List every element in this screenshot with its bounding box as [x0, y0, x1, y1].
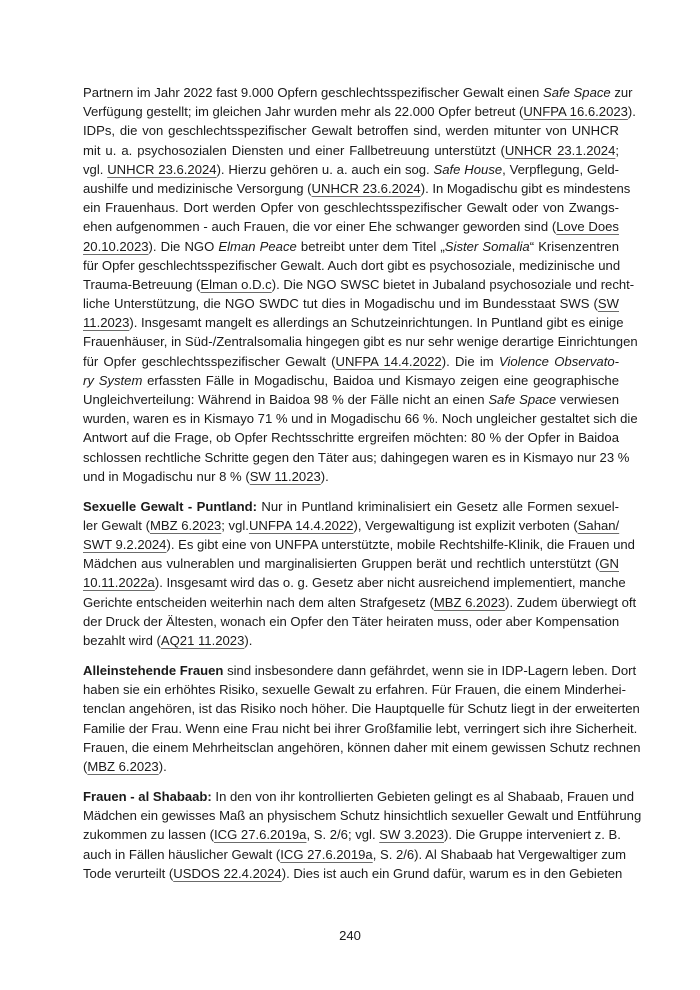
- text-segment: aushilfe und medizinische Versorgung (: [83, 180, 312, 196]
- text-segment: (: [83, 758, 88, 774]
- text-segment: betreibt unter dem Titel „: [296, 238, 445, 254]
- text-line: [83, 313, 624, 332]
- text-line: [83, 428, 619, 447]
- text-segment: ). Die Gruppe interveniert z. B.: [444, 827, 621, 843]
- text-segment: Partnern im Jahr 2022 fast 9.000 Opfern geschlechtsspezifischer Gewalt einen: [83, 85, 543, 100]
- text-segment: für Opfer geschlechtsspezifischer Gewalt (: [83, 353, 336, 369]
- text-segment: In den von ihr kontrollierten Gebieten gelingt es al Shabaab, Frauen und: [211, 788, 634, 804]
- text-line: [83, 467, 619, 486]
- text-line: [83, 179, 631, 198]
- document-body: [83, 83, 642, 894]
- citation-link[interactable]: Elman o.D.c: [200, 276, 272, 292]
- paragraph: [83, 787, 642, 883]
- text-line: [83, 352, 619, 371]
- text-line: [83, 294, 619, 313]
- text-line: [83, 516, 619, 535]
- citation-link[interactable]: UNHCR 23.1.2024: [504, 142, 616, 158]
- page-number: 240: [339, 928, 361, 943]
- text-segment: Frauenhäuser, in Süd-/Zentralsomalia hingegen gibt es nur sehr wenige derartige Einrichtungen: [83, 334, 638, 350]
- text-line: [83, 275, 635, 294]
- italic-text: ry System: [83, 372, 143, 388]
- text-line: [83, 198, 619, 217]
- text-segment: ). In Mogadischu gibt es mindestens: [420, 180, 631, 196]
- text-segment: ).: [627, 104, 636, 120]
- text-line: [83, 757, 619, 776]
- citation-link[interactable]: UNHCR 23.6.2024: [311, 180, 421, 196]
- text-segment: ). Die im: [441, 353, 499, 369]
- text-segment: für Opfer geschlechtsspezifischer Gewalt. Auch dort gibt es psychosoziale, medizinische und: [83, 257, 621, 273]
- text-segment: ler Gewalt (: [83, 517, 150, 533]
- text-line: [83, 787, 634, 806]
- text-line: [83, 160, 619, 179]
- text-segment: ). Insgesamt wird das o. g. Gesetz aber nicht ausreichend implementiert, manche: [154, 575, 626, 591]
- text-line: [83, 612, 619, 631]
- citation-link[interactable]: ICG 27.6.2019a: [214, 827, 307, 843]
- paragraph: [83, 83, 638, 486]
- citation-link[interactable]: SWT 9.2.2024: [83, 537, 167, 553]
- citation-link[interactable]: 11.2023: [83, 315, 130, 331]
- text-segment: zur: [610, 85, 633, 100]
- text-line: [83, 845, 626, 864]
- citation-link[interactable]: UNFPA 14.4.2022: [248, 517, 354, 533]
- text-segment: , S. 2/6; vgl.: [306, 827, 380, 843]
- text-segment: ; vgl.: [221, 517, 249, 533]
- citation-link[interactable]: Love Does: [556, 219, 619, 235]
- citation-link[interactable]: 20.10.2023: [83, 238, 149, 254]
- italic-text: Safe Space: [542, 85, 611, 100]
- text-segment: ). Dies ist auch ein Grund dafür, warum es in den Gebieten: [281, 865, 623, 881]
- text-segment: Tode verurteilt (: [83, 865, 174, 881]
- text-line: [83, 497, 619, 516]
- citation-link[interactable]: MBZ 6.2023: [87, 758, 159, 774]
- text-segment: vgl.: [83, 161, 108, 177]
- text-segment: mit u. a. psychosozialen Diensten und einer Fallbetreuung unterstützt (: [83, 142, 505, 158]
- text-segment: IDPs, die von geschlechtsspezifischer Gewalt betroffen sind, werden mitunter von UNHCR: [83, 123, 619, 139]
- text-line: [83, 573, 626, 592]
- text-segment: Gerichte entscheiden weiterhin nach dem alten Strafgesetz (: [83, 594, 434, 610]
- text-segment: ), Vergewaltigung ist explizit verboten (: [353, 517, 578, 533]
- text-segment: auch in Fällen häuslicher Gewalt (: [83, 846, 281, 862]
- citation-link[interactable]: UNHCR 23.6.2024: [107, 161, 217, 177]
- text-line: [83, 825, 619, 844]
- citation-link[interactable]: USDOS 22.4.2024: [173, 865, 282, 881]
- text-segment: , S. 2/6). Al Shabaab hat Vergewaltiger zum: [372, 846, 626, 862]
- bold-heading: Sexuelle Gewalt - Puntland:: [83, 498, 257, 514]
- text-segment: Mädchen ein gewisses Maß an physischem Schutz hinsichtlich sexueller Gewalt und Entführung: [83, 808, 642, 824]
- text-segment: ). Die NGO SWSC bietet in Jubaland psychosoziale und recht-: [271, 276, 635, 292]
- text-segment: ). Die NGO: [148, 238, 219, 254]
- text-line: [83, 631, 619, 650]
- bold-heading: Alleinstehende Frauen: [83, 663, 224, 679]
- text-segment: Familie der Frau. Wenn eine Frau nicht bei ihrer Großfamilie lebt, verringert sich ihre Sicherheit.: [83, 720, 638, 736]
- text-segment: ). Es gibt eine von UNFPA unterstützte, mobile Rechtshilfe-Klinik, die Frauen und: [166, 537, 635, 553]
- text-segment: haben sie ein erhöhtes Risiko, sexuelle Gewalt zu erfahren. Für Frauen, die einem Minderhei-: [83, 682, 626, 698]
- citation-link[interactable]: ICG 27.6.2019a: [280, 846, 373, 862]
- text-segment: Nur in Puntland kriminalisiert ein Gesetz alle Formen sexuel-: [257, 498, 619, 514]
- text-segment: Frauen, die einem Mehrheitsclan angehören, können daher mit einem gewissen Schutz rechnen: [83, 739, 641, 755]
- citation-link[interactable]: MBZ 6.2023: [149, 517, 222, 533]
- text-line: [83, 593, 637, 612]
- text-segment: ). Hierzu gehören u. a. auch ein sog.: [216, 161, 434, 177]
- text-segment: schlossen rechtliche Schritte gegen den Täter aus; dahingegen waren es in Kismayo nur 23 %: [83, 449, 630, 465]
- citation-link[interactable]: AQ21 11.2023: [160, 633, 245, 649]
- citation-link[interactable]: Sahan/: [577, 517, 620, 533]
- text-segment: zukommen zu lassen (: [83, 827, 214, 843]
- text-segment: ein Frauenhaus. Dort werden Opfer von geschlechtsspezifischer Gewalt oder von Zwangs-: [83, 200, 619, 216]
- text-segment: erfassten Fälle in Mogadischu, Baidoa und Kismayo zeigen eine geographische: [142, 372, 619, 388]
- italic-text: Safe House: [433, 161, 503, 177]
- text-segment: “ Krisenzentren: [529, 238, 619, 254]
- citation-link[interactable]: UNFPA 14.4.2022: [335, 353, 442, 369]
- citation-link[interactable]: SW 11.2023: [249, 468, 321, 484]
- text-line: [83, 864, 623, 883]
- text-segment: ).: [244, 633, 253, 649]
- text-segment: Verfügung gestellt; im gleichen Jahr wurden mehr als 22.000 Opfer betreut (: [83, 104, 524, 120]
- text-line: [83, 256, 619, 275]
- text-segment: ;: [615, 142, 619, 158]
- text-segment: ). Zudem überwiegt oft: [505, 594, 637, 610]
- text-segment: Ungleichverteilung: Während in Baidoa 98 % der Fälle nicht an einen: [83, 392, 489, 407]
- text-line: [83, 661, 637, 680]
- text-line: [83, 409, 638, 428]
- text-segment: Trauma-Betreuung (: [83, 276, 201, 292]
- citation-link[interactable]: SW: [597, 296, 619, 312]
- text-line: [83, 535, 635, 554]
- italic-text: Elman Peace: [218, 238, 297, 254]
- text-line: [83, 217, 619, 236]
- text-segment: bezahlt wird (: [83, 633, 161, 649]
- citation-link[interactable]: SW 3.2023: [379, 827, 445, 843]
- text-line: [83, 121, 619, 140]
- paragraph: [83, 497, 637, 651]
- text-line: [83, 719, 638, 738]
- italic-text: Sister Somalia: [444, 238, 530, 254]
- italic-text: Safe Space: [488, 392, 557, 407]
- text-segment: der Druck der Ältesten, wonach ein Opfer den Täter heiraten muss, oder aber Kompensation: [83, 613, 620, 629]
- text-segment: ). Insgesamt mangelt es allerdings an Schutzeinrichtungen. In Puntland gibt es einige: [129, 315, 624, 331]
- text-line: [83, 83, 633, 102]
- text-segment: Mädchen aus vulnerablen und marginalisierten Gruppen berät und rechtlich unterstützt (: [83, 556, 600, 572]
- text-segment: verwiesen: [556, 392, 619, 407]
- citation-link[interactable]: UNFPA 16.6.2023: [523, 104, 628, 120]
- text-segment: , Verpflegung, Geld-: [502, 161, 619, 177]
- text-line: [83, 738, 641, 757]
- citation-link[interactable]: 10.11.2022a: [83, 575, 155, 591]
- text-line: [83, 806, 642, 825]
- paragraph: [83, 661, 641, 776]
- bold-heading: Frauen - al Shabaab:: [83, 788, 212, 804]
- text-line: [83, 390, 619, 409]
- text-line: [83, 448, 630, 467]
- text-segment: ).: [320, 468, 329, 484]
- text-line: [83, 371, 619, 390]
- text-line: [83, 699, 640, 718]
- text-line: [83, 680, 626, 699]
- text-line: [83, 332, 638, 351]
- citation-link[interactable]: GN: [599, 556, 619, 572]
- text-segment: ehen aufgenommen - auch Frauen, die vor einer Ehe schwanger geworden sind (: [83, 219, 557, 235]
- text-segment: sind insbesondere dann gefährdet, wenn sie in IDP-Lagern leben. Dort: [223, 663, 637, 679]
- text-segment: und in Mogadischu nur 8 % (: [83, 468, 250, 484]
- italic-text: Violence Observato-: [498, 353, 619, 369]
- text-line: [83, 237, 619, 256]
- text-segment: wurden, waren es in Kismayo 71 % und in Mogadischu 66 %. Noch ungleicher gestaltet sich die: [83, 411, 638, 427]
- text-line: [83, 141, 619, 160]
- text-segment: liche Unterstützung, die NGO SWDC tut dies in Mogadischu und im Bundesstaat SWS (: [83, 296, 598, 312]
- text-segment: Antwort auf die Frage, ob Opfer Rechtsschritte ergreifen möchten: 80 % der Opfer in Baidoa: [83, 430, 619, 446]
- text-line: [83, 554, 619, 573]
- text-segment: tenclan angehören, ist das Risiko noch höher. Die Hauptquelle für Schutz liegt in der erweiterten: [83, 701, 640, 717]
- text-segment: ).: [158, 758, 167, 774]
- citation-link[interactable]: MBZ 6.2023: [433, 594, 506, 610]
- text-line: [83, 102, 636, 121]
